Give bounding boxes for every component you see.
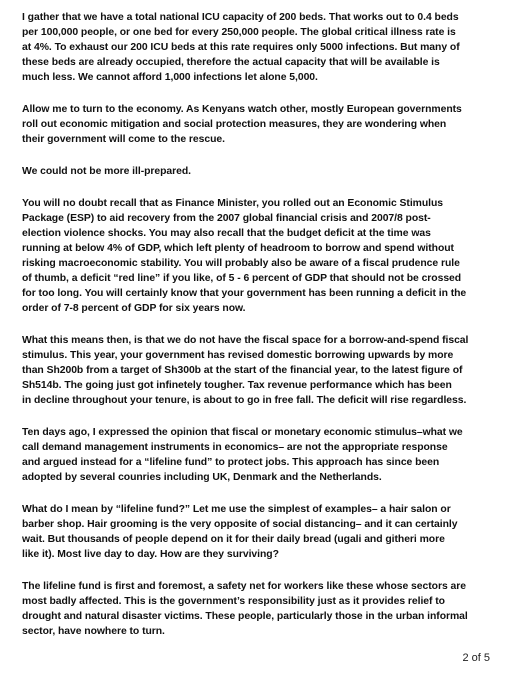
text-line: running at below 4% of GDP, which left plenty of headroom to borrow and spend without [22,243,454,254]
paragraph-safety-net [22,579,492,639]
text-line: Ten days ago, I expressed the opinion that fiscal or monetary economic stimulus–what we [22,427,463,438]
text-line: I gather that we have a total national ICU capacity of 200 beds. That works out to 0.4 beds [22,12,459,23]
text-line: We could not be more ill-prepared. [22,166,191,177]
text-line: You will no doubt recall that as Finance Minister, you rolled out an Economic Stimulus [22,198,444,209]
paragraph-stimulus-package [22,196,492,316]
text-line: than Sh200b from a target of Sh300b at the start of the financial year, to the latest figure of [22,365,463,376]
paragraph-ill-prepared [22,164,492,179]
paragraph-icu-capacity [22,10,492,85]
text-line: per 100,000 people, or one bed for every 250,000 people. The global critical illness rate is [22,27,456,38]
text-line: of thumb, a deficit “red line” if you like, of 5 - 6 percent of GDP that should not be crossed [22,273,462,284]
text-line: drought and natural disaster victims. These people, particularly those in the urban informal [22,611,468,622]
text-line: order of 7-8 percent of GDP for six years now. [22,303,246,314]
text-line: What this means then, is that we do not have the fiscal space for a borrow-and-spend fiscal [22,335,469,346]
text-line: roll out economic mitigation and social protection measures, they are wondering when [22,119,447,130]
text-line: Package (ESP) to aid recovery from the 2007 global financial crisis and 2007/8 post- [22,213,431,224]
paragraph-hair-salon-example [22,502,492,562]
text-line: risking macroeconomic stability. You will probably also be aware of a fiscal prudence rule [22,258,460,269]
text-line: call demand management instruments in economics– are not the appropriate response [22,442,448,453]
document-body [22,10,492,656]
paragraph-lifeline-proposal [22,425,492,485]
text-line: most badly affected. This is the government’s responsibility just as it provides relief to [22,596,445,607]
text-line: sector, have nowhere to turn. [22,626,165,637]
text-line: Sh514b. The going just got infinetely tougher. Tax revenue performance which has been [22,380,452,391]
text-line: these beds are already occupied, therefore the actual capacity that will be available is [22,57,440,68]
paragraph-economy [22,102,492,147]
text-line: wait. But thousands of people depend on it for their daily bread (ugali and githeri more [22,534,445,545]
text-line: Allow me to turn to the economy. As Kenyans watch other, mostly European governments [22,104,462,115]
text-line: What do I mean by “lifeline fund?” Let me use the simplest of examples– a hair salon or [22,504,451,515]
text-line: much less. We cannot afford 1,000 infections let alone 5,000. [22,72,318,83]
text-line: their government will come to the rescue. [22,134,225,145]
text-line: like it). Most live day to day. How are they surviving? [22,549,279,560]
page-number: 2 of 5 [462,652,490,664]
text-line: stimulus. This year, your government has revised domestic borrowing upwards by more [22,350,454,361]
text-line: at 4%. To exhaust our 200 ICU beds at this rate requires only 5000 infections. But many of [22,42,460,53]
text-line: adopted by several counries including UK, Denmark and the Netherlands. [22,472,382,483]
text-line: barber shop. Hair grooming is the very opposite of social distancing– and it can certainly [22,519,458,530]
text-line: for too long. You will certainly know that your government has been running a deficit in the [22,288,467,299]
text-line: election violence shocks. You may also recall that the budget deficit at the time was [22,228,431,239]
paragraph-fiscal-space [22,333,492,408]
text-line: in decline throughout your tenure, is about to go in free fall. The deficit will rise regardless. [22,395,467,406]
text-line: The lifeline fund is first and foremost, a safety net for workers like these whose sectors are [22,581,466,592]
text-line: and argued instead for a “lifeline fund” to protect jobs. This approach has since been [22,457,440,468]
